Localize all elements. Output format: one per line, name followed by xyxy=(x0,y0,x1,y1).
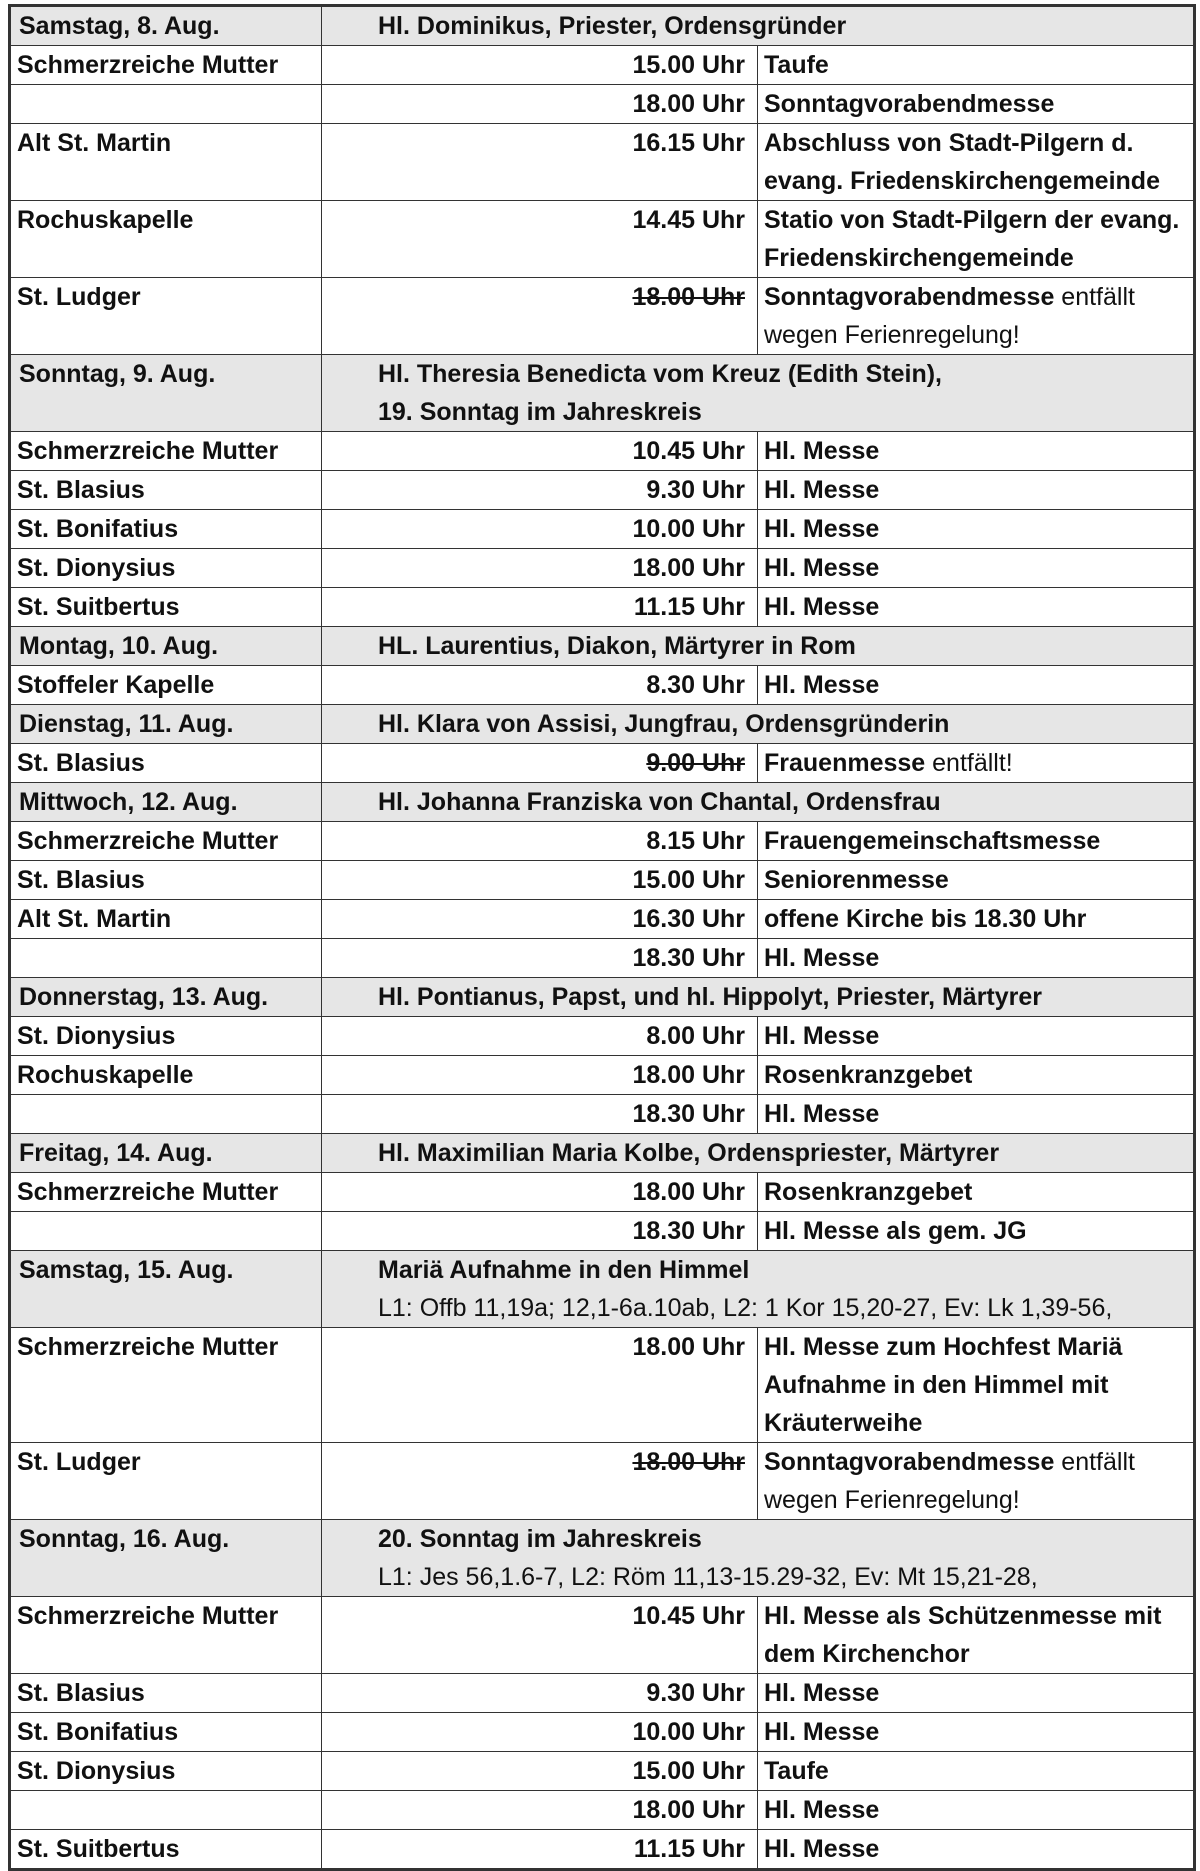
time-value: 8.15 Uhr xyxy=(646,827,745,855)
time-value: 10.00 Uhr xyxy=(632,515,745,543)
service-row xyxy=(11,1328,1194,1443)
event-title: Frauengemeinschaftsmesse xyxy=(764,827,1101,855)
location-cell: St. Bonifatius xyxy=(11,510,322,549)
location-cell: St. Dionysius xyxy=(11,1752,322,1791)
time-cell xyxy=(322,1212,758,1251)
location-cell xyxy=(11,1791,322,1830)
event-cell xyxy=(758,666,1194,705)
event-title: Hl. Messe als Schützenmesse mit dem Kirchenchor xyxy=(764,1602,1162,1668)
event-cell xyxy=(758,1752,1194,1791)
feast-line: 20. Sonntag im Jahreskreis xyxy=(378,1525,702,1553)
service-row xyxy=(11,900,1194,939)
event-cell xyxy=(758,201,1194,278)
service-row xyxy=(11,432,1194,471)
location-cell: St. Dionysius xyxy=(11,549,322,588)
time-cell xyxy=(322,1095,758,1134)
day-label: Mittwoch, 12. Aug. xyxy=(11,783,322,822)
location-cell: Rochuskapelle xyxy=(11,201,322,278)
location-cell: St. Ludger xyxy=(11,278,322,355)
service-row xyxy=(11,822,1194,861)
time-cell xyxy=(322,900,758,939)
day-feast xyxy=(322,1520,1194,1597)
event-cell xyxy=(758,1674,1194,1713)
day-label: Montag, 10. Aug. xyxy=(11,627,322,666)
event-title: Hl. Messe xyxy=(764,671,880,699)
event-cell xyxy=(758,510,1194,549)
day-header-row xyxy=(11,1134,1194,1173)
time-value: 9.30 Uhr xyxy=(646,1679,745,1707)
readings-line: L1: Jes 56,1.6-7, L2: Röm 11,13-15.29-32, Ev: Mt 15,21-28, xyxy=(378,1563,1038,1591)
time-cell xyxy=(322,85,758,124)
day-label: Samstag, 8. Aug. xyxy=(11,7,322,46)
event-cell xyxy=(758,588,1194,627)
day-header-row xyxy=(11,705,1194,744)
location-cell xyxy=(11,1212,322,1251)
event-title: Hl. Messe xyxy=(764,1835,880,1863)
service-row xyxy=(11,1212,1194,1251)
service-row xyxy=(11,939,1194,978)
location-cell: St. Bonifatius xyxy=(11,1713,322,1752)
event-title: Taufe xyxy=(764,51,829,79)
event-cell xyxy=(758,46,1194,85)
service-row xyxy=(11,1017,1194,1056)
service-row xyxy=(11,1173,1194,1212)
event-cell xyxy=(758,861,1194,900)
location-cell: St. Blasius xyxy=(11,1674,322,1713)
event-title: Abschluss von Stadt-Pilgern d. evang. Friedenskirchengemeinde xyxy=(764,129,1160,195)
time-cell xyxy=(322,1017,758,1056)
time-value: 10.00 Uhr xyxy=(632,1718,745,1746)
time-cell xyxy=(322,124,758,201)
time-cell xyxy=(322,1056,758,1095)
time-cell xyxy=(322,1713,758,1752)
feast-line: Hl. Johanna Franziska von Chantal, Ordensfrau xyxy=(378,788,941,816)
event-title: Hl. Messe xyxy=(764,437,880,465)
event-title: Hl. Messe xyxy=(764,1022,880,1050)
event-cell xyxy=(758,85,1194,124)
time-cell xyxy=(322,1597,758,1674)
event-title: Rosenkranzgebet xyxy=(764,1061,973,1089)
day-feast xyxy=(322,978,1194,1017)
event-title: Hl. Messe als gem. JG xyxy=(764,1217,1027,1245)
time-value: 18.00 Uhr xyxy=(632,554,745,582)
service-row xyxy=(11,1752,1194,1791)
time-cell xyxy=(322,588,758,627)
day-header-row xyxy=(11,1520,1194,1597)
event-title: Hl. Messe xyxy=(764,515,880,543)
event-cell xyxy=(758,1443,1194,1520)
time-cell xyxy=(322,1752,758,1791)
event-cell xyxy=(758,1597,1194,1674)
day-label: Sonntag, 16. Aug. xyxy=(11,1520,322,1597)
feast-line: Mariä Aufnahme in den Himmel xyxy=(378,1256,750,1284)
feast-line: Hl. Maximilian Maria Kolbe, Ordenspriester, Märtyrer xyxy=(378,1139,1000,1167)
event-title: Taufe xyxy=(764,1757,829,1785)
event-note: entfällt! xyxy=(925,749,1013,777)
event-title: Hl. Messe xyxy=(764,1796,880,1824)
schedule-sheet xyxy=(8,4,1196,1871)
time-cell xyxy=(322,46,758,85)
service-row xyxy=(11,1056,1194,1095)
location-cell: Alt St. Martin xyxy=(11,900,322,939)
event-cell xyxy=(758,900,1194,939)
event-title: Frauenmesse xyxy=(764,749,926,777)
time-value: 8.00 Uhr xyxy=(646,1022,745,1050)
time-value: 18.00 Uhr xyxy=(632,1333,745,1361)
time-value: 16.30 Uhr xyxy=(632,905,745,933)
event-cell xyxy=(758,1017,1194,1056)
day-header-row xyxy=(11,1251,1194,1328)
day-feast xyxy=(322,627,1194,666)
time-value: 11.15 Uhr xyxy=(633,1835,745,1863)
event-note: entfällt wegen Ferienregelung! xyxy=(764,283,1135,349)
location-cell: Alt St. Martin xyxy=(11,124,322,201)
day-header-row xyxy=(11,7,1194,46)
service-row xyxy=(11,471,1194,510)
service-row xyxy=(11,278,1194,355)
time-value: 10.45 Uhr xyxy=(632,437,745,465)
location-cell: St. Dionysius xyxy=(11,1017,322,1056)
location-cell: St. Suitbertus xyxy=(11,1830,322,1869)
event-title: Hl. Messe xyxy=(764,1100,880,1128)
location-cell: Rochuskapelle xyxy=(11,1056,322,1095)
day-label: Samstag, 15. Aug. xyxy=(11,1251,322,1328)
location-cell: Schmerzreiche Mutter xyxy=(11,1597,322,1674)
location-cell: St. Blasius xyxy=(11,744,322,783)
day-label: Dienstag, 11. Aug. xyxy=(11,705,322,744)
time-cell xyxy=(322,1830,758,1869)
location-cell xyxy=(11,85,322,124)
location-cell: Schmerzreiche Mutter xyxy=(11,46,322,85)
time-value: 8.30 Uhr xyxy=(646,671,745,699)
event-cell xyxy=(758,1830,1194,1869)
time-value: 18.00 Uhr xyxy=(632,1796,745,1824)
time-cell xyxy=(322,510,758,549)
time-value: 15.00 Uhr xyxy=(632,866,745,894)
day-feast xyxy=(322,1134,1194,1173)
time-cell xyxy=(322,744,758,783)
service-row xyxy=(11,85,1194,124)
service-row xyxy=(11,1443,1194,1520)
location-cell: St. Blasius xyxy=(11,471,322,510)
time-value: 18.00 Uhr xyxy=(632,90,745,118)
service-row xyxy=(11,201,1194,278)
event-title: Hl. Messe zum Hochfest Mariä Aufnahme in den Himmel mit Kräuterweihe xyxy=(764,1333,1123,1437)
cancelled-time: 18.00 Uhr xyxy=(632,1448,745,1476)
time-cell xyxy=(322,939,758,978)
location-cell xyxy=(11,939,322,978)
time-cell xyxy=(322,1173,758,1212)
event-title: Seniorenmesse xyxy=(764,866,949,894)
event-cell xyxy=(758,549,1194,588)
event-note: entfällt wegen Ferienregelung! xyxy=(764,1448,1135,1514)
day-header-row xyxy=(11,783,1194,822)
location-cell: Schmerzreiche Mutter xyxy=(11,822,322,861)
event-cell xyxy=(758,432,1194,471)
event-title: Hl. Messe xyxy=(764,554,880,582)
time-cell xyxy=(322,1791,758,1830)
service-row xyxy=(11,588,1194,627)
event-cell xyxy=(758,744,1194,783)
time-value: 10.45 Uhr xyxy=(632,1602,745,1630)
service-row xyxy=(11,1597,1194,1674)
location-cell: Stoffeler Kapelle xyxy=(11,666,322,705)
day-feast xyxy=(322,7,1194,46)
day-header-row xyxy=(11,978,1194,1017)
feast-line: HL. Laurentius, Diakon, Märtyrer in Rom xyxy=(378,632,856,660)
event-cell xyxy=(758,1328,1194,1443)
schedule-table xyxy=(10,6,1194,1869)
feast-line: Hl. Klara von Assisi, Jungfrau, Ordensgründerin xyxy=(378,710,950,738)
day-label: Donnerstag, 13. Aug. xyxy=(11,978,322,1017)
service-row xyxy=(11,549,1194,588)
event-cell xyxy=(758,1056,1194,1095)
service-row xyxy=(11,1830,1194,1869)
time-cell xyxy=(322,1443,758,1520)
location-cell: Schmerzreiche Mutter xyxy=(11,1328,322,1443)
time-value: 9.30 Uhr xyxy=(646,476,745,504)
time-value: 18.30 Uhr xyxy=(632,1217,745,1245)
service-row xyxy=(11,1791,1194,1830)
day-feast xyxy=(322,783,1194,822)
event-title: Sonntagvorabendmesse xyxy=(764,1448,1055,1476)
service-row xyxy=(11,744,1194,783)
time-value: 16.15 Uhr xyxy=(632,129,745,157)
event-title: Sonntagvorabendmesse xyxy=(764,283,1055,311)
event-title: Statio von Stadt-Pilgern der evang. Friedenskirchengemeinde xyxy=(764,206,1180,272)
location-cell: St. Suitbertus xyxy=(11,588,322,627)
event-cell xyxy=(758,1173,1194,1212)
event-cell xyxy=(758,1791,1194,1830)
day-feast xyxy=(322,1251,1194,1328)
feast-line: Hl. Pontianus, Papst, und hl. Hippolyt, Priester, Märtyrer xyxy=(378,983,1043,1011)
location-cell: Schmerzreiche Mutter xyxy=(11,432,322,471)
day-label: Freitag, 14. Aug. xyxy=(11,1134,322,1173)
event-title: Hl. Messe xyxy=(764,593,880,621)
time-value: 18.30 Uhr xyxy=(632,1100,745,1128)
time-cell xyxy=(322,861,758,900)
event-title: Hl. Messe xyxy=(764,476,880,504)
event-cell xyxy=(758,1713,1194,1752)
time-value: 18.00 Uhr xyxy=(632,1061,745,1089)
time-cell xyxy=(322,471,758,510)
location-cell: St. Blasius xyxy=(11,861,322,900)
time-value: 15.00 Uhr xyxy=(632,1757,745,1785)
event-cell xyxy=(758,124,1194,201)
time-value: 18.30 Uhr xyxy=(632,944,745,972)
day-header-row xyxy=(11,355,1194,432)
feast-line: Hl. Dominikus, Priester, Ordensgründer xyxy=(378,12,847,40)
event-title: Hl. Messe xyxy=(764,1679,880,1707)
schedule-body xyxy=(11,7,1194,1869)
cancelled-time: 18.00 Uhr xyxy=(632,283,745,311)
service-row xyxy=(11,861,1194,900)
time-value: 18.00 Uhr xyxy=(632,1178,745,1206)
time-cell xyxy=(322,666,758,705)
time-value: 11.15 Uhr xyxy=(633,593,745,621)
event-cell xyxy=(758,1095,1194,1134)
day-header-row xyxy=(11,627,1194,666)
event-title: Rosenkranzgebet xyxy=(764,1178,973,1206)
event-title: Hl. Messe xyxy=(764,1718,880,1746)
time-cell xyxy=(322,432,758,471)
cancelled-time: 9.00 Uhr xyxy=(646,749,745,777)
time-cell xyxy=(322,201,758,278)
event-title: Sonntagvorabendmesse xyxy=(764,90,1055,118)
service-row xyxy=(11,666,1194,705)
event-cell xyxy=(758,822,1194,861)
event-cell xyxy=(758,471,1194,510)
day-feast xyxy=(322,355,1194,432)
service-row xyxy=(11,1674,1194,1713)
event-cell xyxy=(758,278,1194,355)
time-value: 14.45 Uhr xyxy=(632,206,745,234)
time-value: 15.00 Uhr xyxy=(632,51,745,79)
day-label: Sonntag, 9. Aug. xyxy=(11,355,322,432)
feast-line: Hl. Theresia Benedicta vom Kreuz (Edith Stein), xyxy=(378,360,943,388)
service-row xyxy=(11,1095,1194,1134)
time-cell xyxy=(322,1328,758,1443)
time-cell xyxy=(322,549,758,588)
service-row xyxy=(11,1713,1194,1752)
service-row xyxy=(11,46,1194,85)
location-cell: Schmerzreiche Mutter xyxy=(11,1173,322,1212)
service-row xyxy=(11,124,1194,201)
time-cell xyxy=(322,1674,758,1713)
feast-line: 19. Sonntag im Jahreskreis xyxy=(378,398,702,426)
event-title: Hl. Messe xyxy=(764,944,880,972)
event-cell xyxy=(758,1212,1194,1251)
event-cell xyxy=(758,939,1194,978)
location-cell: St. Ludger xyxy=(11,1443,322,1520)
day-feast xyxy=(322,705,1194,744)
readings-line: L1: Offb 11,19a; 12,1-6a.10ab, L2: 1 Kor 15,20-27, Ev: Lk 1,39-56, xyxy=(378,1294,1113,1322)
event-title: offene Kirche bis 18.30 Uhr xyxy=(764,905,1087,933)
service-row xyxy=(11,510,1194,549)
time-cell xyxy=(322,822,758,861)
location-cell xyxy=(11,1095,322,1134)
time-cell xyxy=(322,278,758,355)
